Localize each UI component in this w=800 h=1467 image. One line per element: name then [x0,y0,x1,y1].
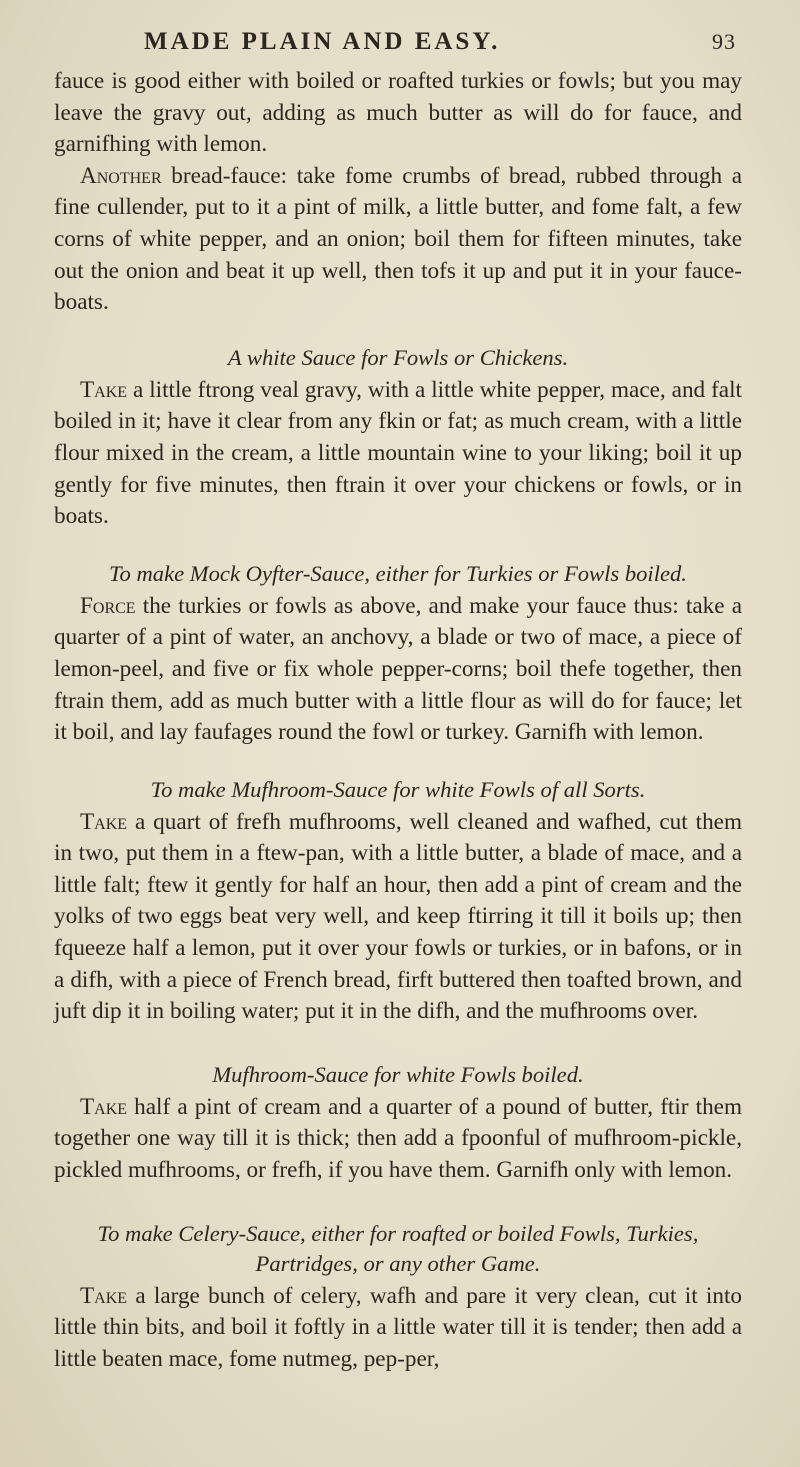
intro-paragraph-2 [54,161,742,319]
paragraph-text: a quart of frefh mufhrooms, well cleaned and wafhed, cut them in two, put them in a ftew-pan, with a little butter, a blade of mace, and a little falt; ftew it gently for half an hour, then add a pint of cream and the yolks of two eggs beat very well, and keep ftirring it till it boils up; then fqueeze half a lemon, put it over your fowls or turkies, or in bafons, or in a difh, with a piece of French bread, firft buttered then toafted brown, and juft dip it in boiling water; put it in the difh, and the mufhrooms over. [54,808,742,1025]
paragraph-text: a little ftrong veal gravy, with a little white pepper, mace, and falt boiled in it; have it clear from any fkin or fat; as much cream, with a little flour mixed in the cream, a little mountain wine to your liking; boil it up gently for five minutes, then ftrain it over your chickens or fowls, or in boats. [54,376,742,530]
recipe-white-sauce [54,343,742,533]
intro-paragraph: fauce is good either with boiled or roafted turkies or fowls; but you may leave the gravy out, adding as much butter as will do for fauce, and garnifhing with lemon. [54,68,742,158]
recipe-celery-sauce [54,1219,742,1376]
paragraph-text: a large bunch of celery, wafh and pare it very clean, cut it into little thin bits, and boil it foftly in a little water till it is tender; then add a little beaten mace, fome nutmeg, pep-per, [54,1282,742,1372]
recipe-title: To make Mufhroom-Sauce for white Fowls of all Sorts. [150,776,646,802]
recipe-body [54,1281,742,1376]
recipe-body [54,1092,742,1187]
paragraph-lead: Take [80,376,128,403]
recipe-title: Mufhroom-Sauce for white Fowls boiled. [212,1061,584,1087]
recipe-title: To make Mock Oyfter-Sauce, either for Turkies or Fowls boiled. [109,560,687,586]
paragraph-text: half a pint of cream and a quarter of a pound of butter, ftir them together one way till it is thick; then add a fpoonful of mufhroom-pickle, pickled mufhrooms, or frefh, if you have them. Garnifh only with lemon. [54,1093,742,1184]
running-head [54,28,742,66]
paragraph-text: bread-fauce: take fome crumbs of bread, rubbed through a fine cullender, put to it a pint of milk, a little butter, and fome falt, a few corns of white pepper, and an onion; boil them for fifteen minutes, take out the onion and beat it up well, then tofs it up and put it in your fauce-boats. [54,162,742,316]
paragraph-text: the turkies or fowls as above, and make your fauce thus: take a quarter of a pint of water, an anchovy, a blade or two of mace, a piece of lemon-peel, and five or fix whole pepper-corns; boil thefe together, then ftrain them, add as much butter with a little flour as will do for fauce; let it boil, and lay faufages round the fowl or turkey. Garnifh with lemon. [54,592,742,746]
paragraph-lead: Take [80,1093,128,1120]
page-number: 93 [712,29,736,54]
recipe-mushroom-sauce-all-sorts [54,775,742,1028]
paragraph-lead: Another [80,162,162,189]
recipe-title: To make Celery-Sauce, either for roafted or boiled Fowls, Turkies, Partridges, or any other Game. [97,1220,699,1276]
recipe-title: A white Sauce for Fowls or Chickens. [227,344,569,370]
running-title: MADE PLAIN AND EASY. [144,28,501,55]
recipe-mushroom-sauce-boiled [54,1060,742,1187]
paragraph-lead: Force [80,592,136,619]
recipe-body [54,807,742,1028]
recipe-mock-oyster-sauce [54,559,742,749]
recipe-body [54,375,742,533]
recipe-body [54,591,742,749]
paragraph-lead: Take [80,1282,128,1309]
paragraph-lead: Take [80,808,128,835]
